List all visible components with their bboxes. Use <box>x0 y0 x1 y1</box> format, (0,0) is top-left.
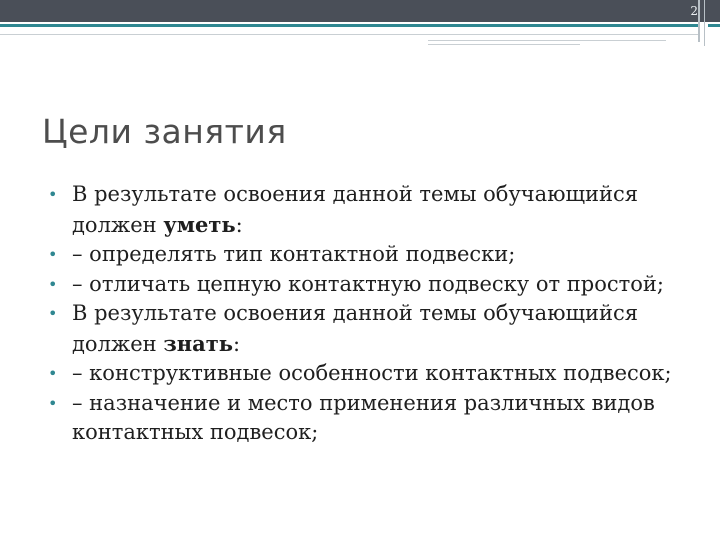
bullet-text: – определять тип контактной подвески; <box>72 242 516 266</box>
slide-title: Цели занятия <box>42 112 287 151</box>
bullet-dot: • <box>48 245 58 264</box>
bullet-suffix: : <box>233 331 241 356</box>
bullet-suffix: : <box>235 212 243 237</box>
bullet-item <box>44 270 674 300</box>
accent-vertical-1 <box>698 0 700 42</box>
bullet-dot: • <box>48 364 58 383</box>
slide-number: 2 <box>690 4 698 18</box>
bullet-bold-word: знать <box>163 330 233 356</box>
accent-line-lower-gray <box>428 44 580 45</box>
bullet-dot: • <box>48 185 58 204</box>
bullet-text: – назначение и место применения различных видов контактных подвесок; <box>72 390 655 444</box>
top-bar <box>0 0 720 22</box>
bullet-text: В результате освоения данной темы обучающийся должен <box>72 182 639 237</box>
accent-line-top-gray <box>0 34 700 35</box>
bullet-text: – отличать цепную контактную подвеску от простой; <box>72 271 664 296</box>
bullet-item <box>44 359 674 389</box>
bullet-text: В результате освоения данной темы обучающийся должен <box>72 301 639 356</box>
bullet-item <box>44 389 674 448</box>
accent-line-left <box>0 24 700 27</box>
bullet-list <box>44 180 674 448</box>
bullet-item <box>44 299 674 359</box>
bullet-dot: • <box>48 274 58 294</box>
bullet-item <box>44 180 674 240</box>
bullet-text: – конструктивные особенности контактных подвесок; <box>72 361 672 385</box>
accent-line-mid-gray <box>428 40 666 41</box>
accent-line-right <box>708 24 720 27</box>
bullet-bold-word: уметь <box>163 211 236 237</box>
accent-vertical-2 <box>704 0 705 46</box>
bullet-dot: • <box>48 393 58 413</box>
bullet-dot: • <box>48 304 58 323</box>
bullet-item <box>44 240 674 270</box>
